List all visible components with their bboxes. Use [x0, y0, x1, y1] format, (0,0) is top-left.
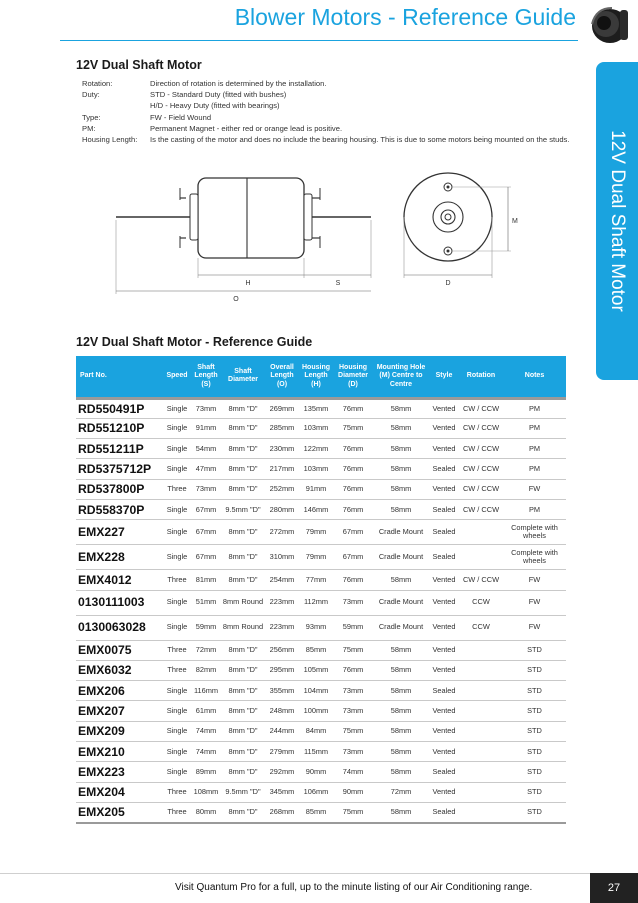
footer-text: Visit Quantum Pro for a full, up to the minute listing of our Air Conditioning range.	[175, 882, 533, 893]
cell-part: EMX228	[76, 545, 163, 570]
cell-speed: Single	[163, 590, 191, 615]
header-divider	[60, 40, 578, 41]
cell-part: EMX204	[76, 782, 163, 802]
cell-speed: Three	[163, 640, 191, 660]
cell-housing-diameter: 76mm	[333, 570, 373, 590]
page-number: 27	[590, 873, 638, 903]
table-row	[76, 520, 566, 545]
cell-housing-length: 104mm	[299, 681, 333, 701]
cell-style: Sealed	[429, 520, 459, 545]
cell-rotation: CW / CCW	[459, 459, 503, 479]
cell-style: Vented	[429, 570, 459, 590]
cell-housing-length: 146mm	[299, 499, 333, 519]
cell-housing-length: 79mm	[299, 545, 333, 570]
definition-row	[82, 89, 562, 111]
section-title-reference: 12V Dual Shaft Motor - Reference Guide	[76, 335, 313, 349]
cell-style: Sealed	[429, 762, 459, 782]
side-tab-label: 12V Dual Shaft Motor	[607, 130, 628, 312]
cell-speed: Three	[163, 479, 191, 499]
cell-housing-length: 106mm	[299, 782, 333, 802]
cell-rotation: CW / CCW	[459, 479, 503, 499]
cell-rotation	[459, 721, 503, 741]
table-row	[76, 742, 566, 762]
cell-shaft-diameter: 8mm "D"	[221, 439, 265, 459]
cell-overall: 269mm	[265, 398, 299, 418]
cell-shaft-length: 73mm	[191, 398, 221, 418]
cell-style: Vented	[429, 590, 459, 615]
cell-shaft-length: 89mm	[191, 762, 221, 782]
cell-part: EMX207	[76, 701, 163, 721]
cell-mounting: 58mm	[373, 439, 429, 459]
reference-table	[76, 356, 566, 824]
header-housing-diameter: Housing Diameter (D)	[338, 363, 368, 388]
cell-rotation: CCW	[459, 590, 503, 615]
cell-shaft-length: 91mm	[191, 418, 221, 438]
definition-term: Type:	[82, 112, 101, 122]
cell-part: RD537800P	[76, 479, 163, 499]
cell-housing-diameter: 73mm	[333, 590, 373, 615]
cell-housing-diameter: 73mm	[333, 742, 373, 762]
cell-shaft-length: 74mm	[191, 721, 221, 741]
cell-overall: 279mm	[265, 742, 299, 762]
cell-speed: Single	[163, 721, 191, 741]
definitions-list	[82, 78, 570, 145]
cell-overall: 292mm	[265, 762, 299, 782]
cell-overall: 285mm	[265, 418, 299, 438]
cell-shaft-diameter: 8mm "D"	[221, 570, 265, 590]
cell-overall: 295mm	[265, 660, 299, 680]
table-row	[76, 499, 566, 519]
cell-shaft-diameter: 9.5mm "D"	[221, 782, 265, 802]
definition-description	[150, 89, 562, 111]
table-row	[76, 762, 566, 782]
cell-rotation	[459, 782, 503, 802]
cell-shaft-length: 81mm	[191, 570, 221, 590]
cell-style: Sealed	[429, 681, 459, 701]
cell-rotation	[459, 520, 503, 545]
cell-shaft-diameter: 8mm "D"	[221, 640, 265, 660]
definition-line: Is the casting of the motor and does no include the bearing housing. This is due to some motors being mounted on the studs.	[150, 135, 570, 145]
cell-shaft-length: 47mm	[191, 459, 221, 479]
cell-rotation	[459, 660, 503, 680]
cell-housing-diameter: 75mm	[333, 640, 373, 660]
cell-housing-diameter: 75mm	[333, 721, 373, 741]
cell-rotation	[459, 802, 503, 822]
cell-housing-length: 135mm	[299, 398, 333, 418]
cell-overall: 268mm	[265, 802, 299, 822]
cell-overall: 355mm	[265, 681, 299, 701]
cell-rotation: CW / CCW	[459, 439, 503, 459]
cell-notes: STD	[503, 721, 566, 741]
cell-shaft-diameter: 8mm "D"	[221, 681, 265, 701]
definition-line: Permanent Magnet - either red or orange lead is positive.	[150, 123, 343, 133]
cell-notes: Complete with wheels	[503, 545, 566, 570]
cell-speed: Single	[163, 439, 191, 459]
cell-notes: FW	[503, 590, 566, 615]
dim-label-o: O	[233, 296, 239, 303]
cell-shaft-diameter: 8mm Round	[221, 615, 265, 640]
cell-part: 0130063028	[76, 615, 163, 640]
section-title-motor: 12V Dual Shaft Motor	[76, 58, 202, 72]
cell-part: EMX205	[76, 802, 163, 822]
cell-style: Vented	[429, 479, 459, 499]
dim-label-s: S	[335, 280, 341, 287]
definition-description	[150, 123, 562, 134]
cell-part: EMX0075	[76, 640, 163, 660]
cell-housing-length: 115mm	[299, 742, 333, 762]
cell-notes: PM	[503, 459, 566, 479]
cell-mounting: 58mm	[373, 640, 429, 660]
header-mounting-hole: Mounting Hole (M) Centre to Centre	[376, 363, 426, 388]
cell-overall: 223mm	[265, 590, 299, 615]
cell-style: Vented	[429, 439, 459, 459]
cell-style: Sealed	[429, 545, 459, 570]
cell-notes: PM	[503, 398, 566, 418]
dim-label-h: H	[245, 280, 251, 287]
cell-housing-length: 85mm	[299, 802, 333, 822]
cell-shaft-diameter: 8mm "D"	[221, 762, 265, 782]
cell-housing-length: 103mm	[299, 459, 333, 479]
cell-housing-diameter: 76mm	[333, 398, 373, 418]
definition-term: PM:	[82, 123, 96, 133]
cell-part: EMX209	[76, 721, 163, 741]
cell-notes: PM	[503, 439, 566, 459]
cell-housing-diameter: 73mm	[333, 681, 373, 701]
cell-housing-diameter: 59mm	[333, 615, 373, 640]
header-overall-length: Overall Length (O)	[270, 363, 294, 388]
cell-shaft-diameter: 8mm "D"	[221, 742, 265, 762]
cell-part: RD551211P	[76, 439, 163, 459]
cell-style: Vented	[429, 398, 459, 418]
table-row	[76, 398, 566, 418]
cell-style: Vented	[429, 615, 459, 640]
cell-shaft-length: 61mm	[191, 701, 221, 721]
cell-mounting: Cradle Mount	[373, 590, 429, 615]
definition-description	[150, 112, 562, 123]
cell-style: Vented	[429, 782, 459, 802]
cell-mounting: 58mm	[373, 418, 429, 438]
header-shaft-diameter: Shaft Diameter	[228, 367, 258, 384]
cell-shaft-diameter: 8mm "D"	[221, 479, 265, 499]
cell-mounting: 58mm	[373, 681, 429, 701]
cell-housing-length: 91mm	[299, 479, 333, 499]
cell-mounting: 58mm	[373, 459, 429, 479]
cell-notes: STD	[503, 640, 566, 660]
cell-speed: Single	[163, 459, 191, 479]
table-row	[76, 782, 566, 802]
cell-part: RD5375712P	[76, 459, 163, 479]
cell-mounting: 58mm	[373, 570, 429, 590]
cell-housing-diameter: 75mm	[333, 418, 373, 438]
cell-housing-length: 79mm	[299, 520, 333, 545]
header-speed: Speed	[166, 372, 188, 379]
cell-housing-length: 112mm	[299, 590, 333, 615]
cell-speed: Single	[163, 398, 191, 418]
cell-housing-length: 100mm	[299, 701, 333, 721]
cell-housing-length: 90mm	[299, 762, 333, 782]
cell-housing-length: 85mm	[299, 640, 333, 660]
cell-notes: PM	[503, 499, 566, 519]
cell-shaft-diameter: 8mm "D"	[221, 721, 265, 741]
cell-overall: 345mm	[265, 782, 299, 802]
cell-speed: Single	[163, 681, 191, 701]
cell-housing-diameter: 76mm	[333, 479, 373, 499]
cell-shaft-length: 82mm	[191, 660, 221, 680]
page-header	[0, 0, 638, 44]
cell-notes: FW	[503, 615, 566, 640]
side-tab	[596, 62, 638, 380]
definition-line: FW - Field Wound	[150, 112, 212, 122]
cell-style: Sealed	[429, 499, 459, 519]
cell-shaft-length: 67mm	[191, 499, 221, 519]
header-style: Style	[435, 372, 453, 379]
cell-mounting: 58mm	[373, 398, 429, 418]
cell-part: EMX6032	[76, 660, 163, 680]
cell-shaft-diameter: 8mm "D"	[221, 418, 265, 438]
cell-notes: STD	[503, 762, 566, 782]
cell-notes: Complete with wheels	[503, 520, 566, 545]
definition-line: STD - Standard Duty (fitted with bushes)	[150, 90, 287, 100]
cell-shaft-length: 54mm	[191, 439, 221, 459]
cell-style: Sealed	[429, 802, 459, 822]
cell-shaft-diameter: 8mm "D"	[221, 545, 265, 570]
cell-mounting: 58mm	[373, 499, 429, 519]
cell-speed: Single	[163, 499, 191, 519]
cell-speed: Single	[163, 615, 191, 640]
cell-rotation	[459, 762, 503, 782]
cell-housing-diameter: 76mm	[333, 439, 373, 459]
cell-rotation: CW / CCW	[459, 499, 503, 519]
cell-rotation: CCW	[459, 615, 503, 640]
cell-mounting: 58mm	[373, 479, 429, 499]
cell-notes: STD	[503, 802, 566, 822]
cell-rotation	[459, 640, 503, 660]
cell-housing-diameter: 74mm	[333, 762, 373, 782]
header-shaft-length: Shaft Length (S)	[194, 363, 218, 388]
table-row	[76, 570, 566, 590]
footer-divider	[0, 873, 638, 874]
cell-style: Vented	[429, 701, 459, 721]
cell-housing-diameter: 67mm	[333, 545, 373, 570]
cell-part: 0130111003	[76, 590, 163, 615]
cell-mounting: 58mm	[373, 660, 429, 680]
motor-body	[198, 178, 304, 258]
cell-notes: STD	[503, 782, 566, 802]
cell-overall: 223mm	[265, 615, 299, 640]
cell-notes: FW	[503, 479, 566, 499]
cell-speed: Single	[163, 762, 191, 782]
cell-rotation	[459, 545, 503, 570]
table-row	[76, 615, 566, 640]
table-row	[76, 479, 566, 499]
table-row	[76, 681, 566, 701]
cell-shaft-length: 80mm	[191, 802, 221, 822]
cell-overall: 310mm	[265, 545, 299, 570]
cell-speed: Single	[163, 701, 191, 721]
table-row	[76, 545, 566, 570]
motor-diagram	[76, 160, 556, 310]
cell-style: Vented	[429, 640, 459, 660]
cell-rotation	[459, 681, 503, 701]
cell-part: RD550491P	[76, 398, 163, 418]
cell-style: Vented	[429, 721, 459, 741]
cell-shaft-diameter: 8mm "D"	[221, 802, 265, 822]
cell-notes: STD	[503, 742, 566, 762]
table-body	[76, 398, 566, 823]
cell-mounting: 58mm	[373, 802, 429, 822]
definition-line: Direction of rotation is determined by the installation.	[150, 79, 327, 88]
table-row	[76, 802, 566, 822]
table-header-row	[76, 356, 566, 398]
cell-housing-length: 84mm	[299, 721, 333, 741]
table-row	[76, 721, 566, 741]
cell-overall: 230mm	[265, 439, 299, 459]
table-row	[76, 660, 566, 680]
cell-mounting: 58mm	[373, 701, 429, 721]
blower-motor-icon	[582, 2, 632, 46]
header-part: Part No.	[80, 372, 107, 379]
header-notes: Notes	[524, 372, 545, 379]
cell-notes: STD	[503, 701, 566, 721]
cell-mounting: 58mm	[373, 742, 429, 762]
cell-overall: 272mm	[265, 520, 299, 545]
cell-shaft-diameter: 8mm "D"	[221, 459, 265, 479]
cell-part: RD551210P	[76, 418, 163, 438]
cell-rotation	[459, 701, 503, 721]
header-housing-length: Housing Length (H)	[302, 363, 330, 388]
cell-part: EMX227	[76, 520, 163, 545]
cell-speed: Single	[163, 545, 191, 570]
cell-mounting: 72mm	[373, 782, 429, 802]
cell-rotation	[459, 742, 503, 762]
cell-housing-diameter: 67mm	[333, 520, 373, 545]
cell-mounting: 58mm	[373, 721, 429, 741]
cell-shaft-length: 67mm	[191, 545, 221, 570]
cell-overall: 256mm	[265, 640, 299, 660]
cell-housing-length: 93mm	[299, 615, 333, 640]
cell-speed: Single	[163, 418, 191, 438]
cell-shaft-diameter: 8mm "D"	[221, 660, 265, 680]
page-footer	[0, 873, 638, 903]
cell-shaft-length: 51mm	[191, 590, 221, 615]
cell-shaft-diameter: 9.5mm "D"	[221, 499, 265, 519]
table-row	[76, 640, 566, 660]
definition-term: Duty:	[82, 90, 100, 100]
cell-shaft-length: 74mm	[191, 742, 221, 762]
cell-mounting: Cradle Mount	[373, 545, 429, 570]
cell-notes: FW	[503, 570, 566, 590]
cell-shaft-length: 73mm	[191, 479, 221, 499]
table-row	[76, 439, 566, 459]
cell-speed: Three	[163, 802, 191, 822]
cell-rotation: CW / CCW	[459, 418, 503, 438]
dim-label-d: D	[445, 280, 451, 287]
cell-shaft-diameter: 8mm "D"	[221, 701, 265, 721]
cell-speed: Three	[163, 660, 191, 680]
cell-shaft-length: 116mm	[191, 681, 221, 701]
cell-housing-length: 103mm	[299, 418, 333, 438]
cell-part: RD558370P	[76, 499, 163, 519]
cell-style: Sealed	[429, 459, 459, 479]
cell-overall: 252mm	[265, 479, 299, 499]
definition-description	[150, 78, 562, 89]
header-rotation: Rotation	[466, 372, 496, 379]
definition-description	[150, 134, 569, 145]
cell-shaft-length: 67mm	[191, 520, 221, 545]
cell-mounting: 58mm	[373, 762, 429, 782]
definition-row	[82, 112, 562, 123]
cell-speed: Single	[163, 742, 191, 762]
cell-housing-length: 122mm	[299, 439, 333, 459]
cell-housing-diameter: 76mm	[333, 499, 373, 519]
definition-row	[82, 78, 562, 89]
cell-part: EMX206	[76, 681, 163, 701]
cell-part: EMX4012	[76, 570, 163, 590]
cell-part: EMX210	[76, 742, 163, 762]
cell-shaft-length: 72mm	[191, 640, 221, 660]
cell-rotation: CW / CCW	[459, 398, 503, 418]
table-row	[76, 701, 566, 721]
cell-notes: STD	[503, 660, 566, 680]
cell-style: Vented	[429, 418, 459, 438]
definition-row	[82, 134, 570, 145]
definition-term: Rotation:	[82, 79, 113, 88]
cell-housing-diameter: 76mm	[333, 459, 373, 479]
cell-speed: Three	[163, 782, 191, 802]
cell-shaft-diameter: 8mm Round	[221, 590, 265, 615]
cell-overall: 248mm	[265, 701, 299, 721]
cell-style: Vented	[429, 660, 459, 680]
cell-shaft-diameter: 8mm "D"	[221, 520, 265, 545]
cell-notes: PM	[503, 418, 566, 438]
cell-mounting: Cradle Mount	[373, 520, 429, 545]
cell-part: EMX223	[76, 762, 163, 782]
table-row	[76, 418, 566, 438]
cell-overall: 217mm	[265, 459, 299, 479]
cell-shaft-length: 108mm	[191, 782, 221, 802]
definition-line: H/D - Heavy Duty (fitted with bearings)	[150, 101, 280, 111]
cell-housing-diameter: 76mm	[333, 660, 373, 680]
cell-style: Vented	[429, 742, 459, 762]
cell-overall: 254mm	[265, 570, 299, 590]
cell-overall: 280mm	[265, 499, 299, 519]
table-row	[76, 590, 566, 615]
cell-shaft-diameter: 8mm "D"	[221, 398, 265, 418]
cell-overall: 244mm	[265, 721, 299, 741]
cell-speed: Single	[163, 520, 191, 545]
cell-rotation: CW / CCW	[459, 570, 503, 590]
cell-shaft-length: 59mm	[191, 615, 221, 640]
cell-housing-diameter: 73mm	[333, 701, 373, 721]
cell-housing-length: 77mm	[299, 570, 333, 590]
cell-housing-length: 105mm	[299, 660, 333, 680]
table-row	[76, 459, 566, 479]
definition-term: Housing Length:	[82, 135, 138, 145]
cell-notes: STD	[503, 681, 566, 701]
cell-housing-diameter: 90mm	[333, 782, 373, 802]
cell-speed: Three	[163, 570, 191, 590]
page-title: Blower Motors - Reference Guide	[234, 4, 576, 30]
dim-label-m: M	[512, 218, 518, 225]
cell-housing-diameter: 75mm	[333, 802, 373, 822]
cell-mounting: Cradle Mount	[373, 615, 429, 640]
definition-row	[82, 123, 562, 134]
